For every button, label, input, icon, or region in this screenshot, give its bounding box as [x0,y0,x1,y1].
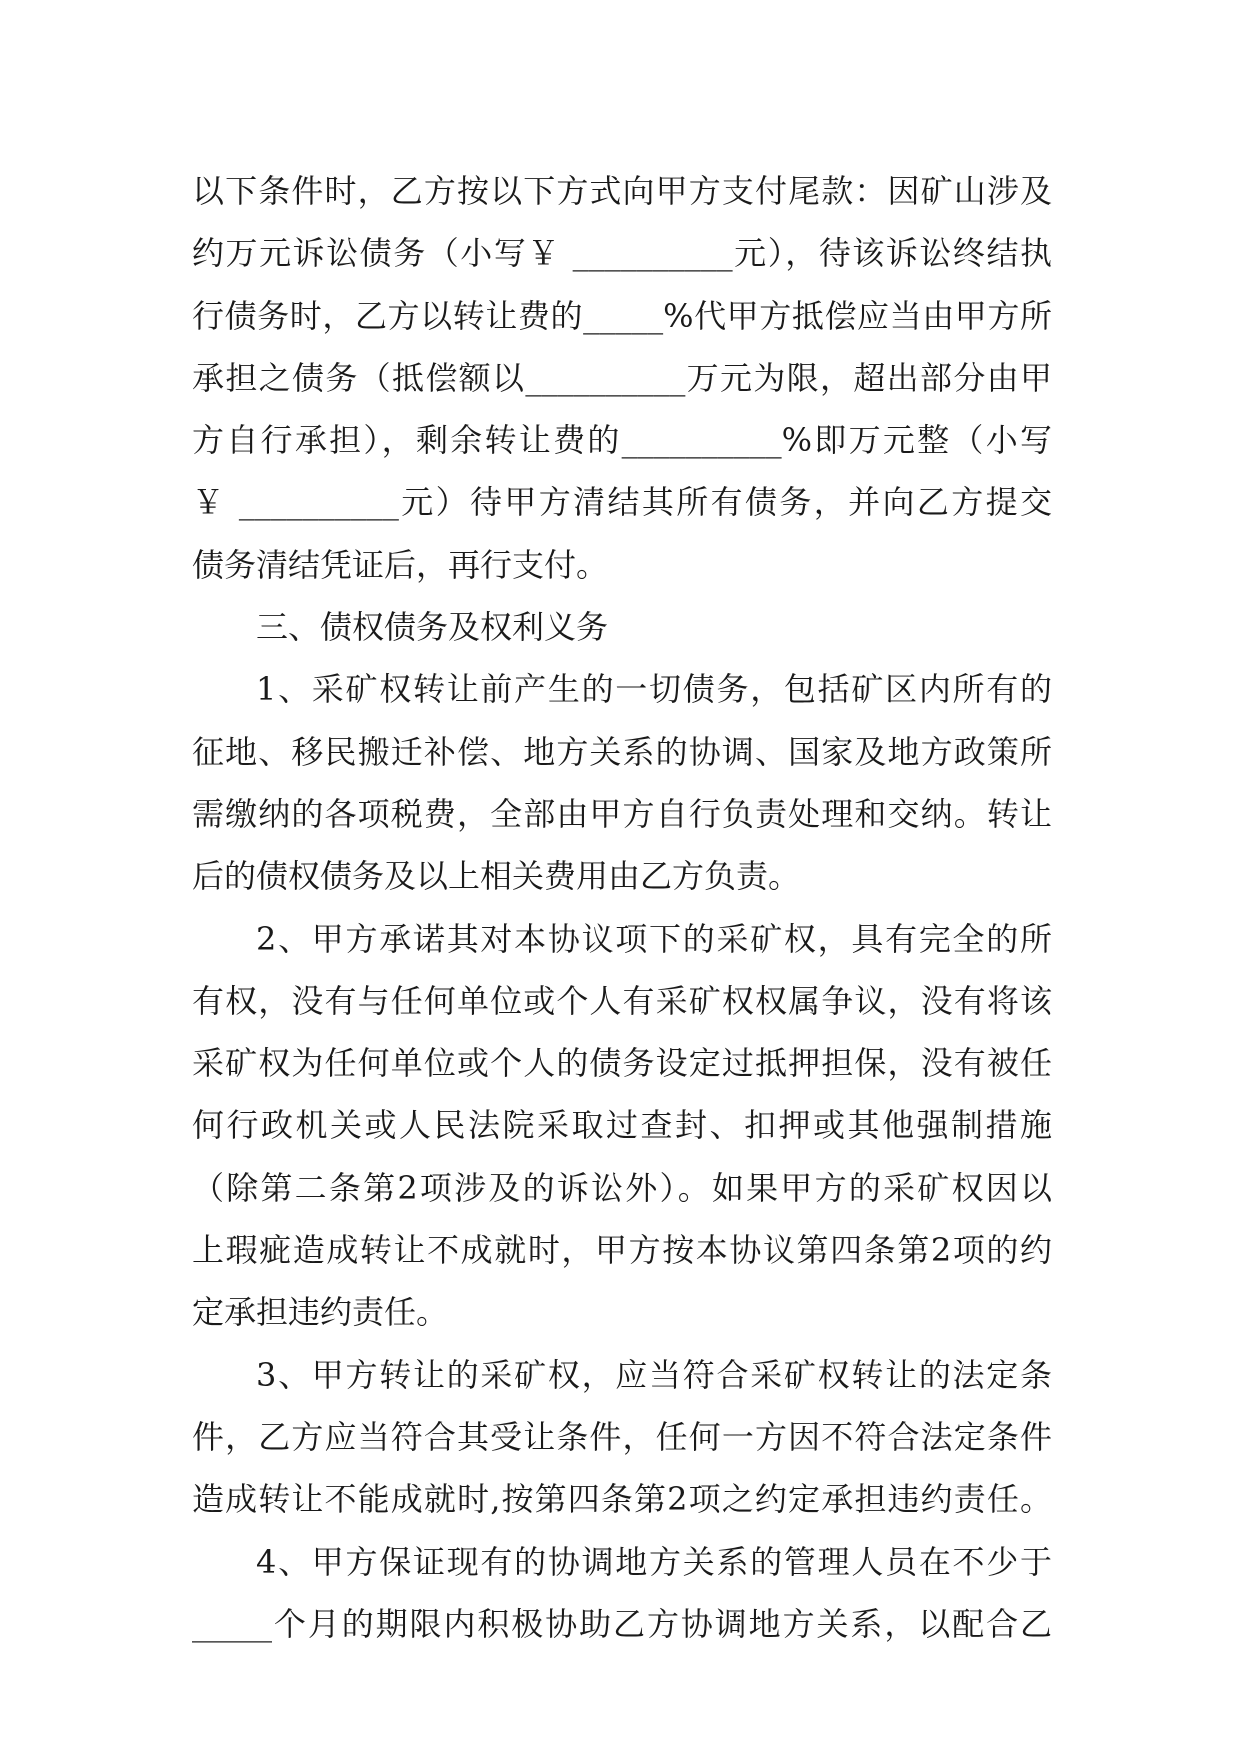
text-line: 2、甲方承诺其对本协议项下的采矿权，具有完全的所 [256,919,1052,958]
text-line: 上瑕疵造成转让不成就时，甲方按本协议第四条第2项的约 [192,1231,1052,1270]
text-line: 方自行承担），剩余转让费的__________%即万元整（小写 [192,421,1052,460]
text-line: 采矿权为任何单位或个人的债务设定过抵押担保，没有被任 [192,1044,1052,1083]
text-line: _____个月的期限内积极协助乙方协调地方关系，以配合乙 [192,1604,1052,1643]
text-line: 4、甲方保证现有的协调地方关系的管理人员在不少于 [256,1542,1052,1581]
text-line: 件，乙方应当符合其受让条件，任何一方因不符合法定条件 [192,1417,1052,1456]
text-line: 有权，没有与任何单位或个人有采矿权权属争议，没有将该 [192,981,1052,1020]
section-heading: 三、债权债务及权利义务 [256,608,609,647]
text-line: 征地、移民搬迁补偿、地方关系的协调、国家及地方政策所 [192,732,1052,771]
text-line: 行债务时，乙方以转让费的_____%代甲方抵偿应当由甲方所 [192,296,1052,335]
text-line: 后的债权债务及以上相关费用由乙方负责。 [192,857,801,896]
text-line: 约万元诉讼债务（小写￥ __________元），待该诉讼终结执 [192,234,1052,273]
text-line: （除第二条第2项涉及的诉讼外）。如果甲方的采矿权因以 [192,1168,1052,1207]
text-line: 需缴纳的各项税费，全部由甲方自行负责处理和交纳。转让 [192,794,1052,833]
text-line: 定承担违约责任。 [192,1293,449,1332]
document-body [192,160,1052,1655]
text-line: 何行政机关或人民法院采取过查封、扣押或其他强制措施 [192,1106,1052,1145]
text-line: 1、采矿权转让前产生的一切债务，包括矿区内所有的 [256,670,1052,709]
text-line: 3、甲方转让的采矿权，应当符合采矿权转让的法定条 [256,1355,1052,1394]
text-line: ￥ __________元）待甲方清结其所有债务，并向乙方提交 [192,483,1052,522]
text-line: 承担之债务（抵偿额以__________万元为限，超出部分由甲 [192,358,1052,397]
text-line: 造成转让不能成就时,按第四条第2项之约定承担违约责任。 [192,1480,1052,1519]
text-line: 债务清结凭证后，再行支付。 [192,545,609,584]
text-line: 以下条件时，乙方按以下方式向甲方支付尾款：因矿山涉及 [192,172,1052,210]
